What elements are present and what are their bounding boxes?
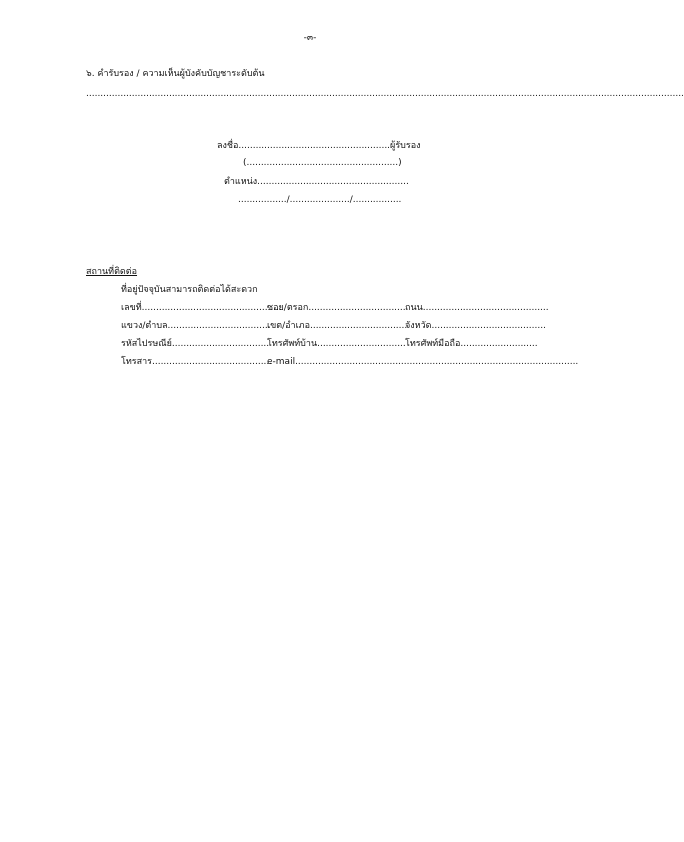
email-field: e-mail................................................................................................... — [267, 357, 579, 367]
alley-field: ซอย/ตรอก.................................. — [267, 303, 406, 313]
district-field: เขต/อำเภอ.................................. — [267, 321, 408, 331]
contact-heading: สถานที่ติดต่อ — [86, 267, 138, 277]
postal-code-field: รหัสไปรษณีย์.................................. — [121, 339, 270, 349]
province-field: จังหวัด........................................ — [405, 321, 546, 331]
page-number: -๓- — [303, 33, 317, 43]
comment-blank-line: ................................................................................................................................................................................................................. — [86, 89, 684, 99]
signature-line: ลงชื่อ.....................................................ผู้รับรอง — [217, 141, 421, 151]
contact-intro: ที่อยู่ปัจจุบันสามารถติดต่อได้สะดวก — [121, 285, 258, 295]
section-heading: ๖. คำรับรอง / ความเห็นผู้บังคับบัญชาระดับต้น — [86, 69, 265, 79]
signer-name-line: (.....................................................) — [243, 158, 402, 168]
signer-position-line: ตำแหน่ง..................................................... — [224, 177, 409, 187]
date-line: ................./...................../................. — [238, 195, 402, 205]
road-field: ถนน............................................ — [405, 303, 549, 313]
fax-field: โทรสาร.......................................... — [121, 357, 273, 367]
mobile-phone-field: โทรศัพท์มือถือ........................... — [405, 339, 538, 349]
home-phone-field: โทรศัพท์บ้าน............................... — [267, 339, 406, 349]
subdistrict-field: แขวง/ตำบล.................................... — [121, 321, 271, 331]
house-number-field: เลขที่................................................. — [121, 303, 282, 313]
